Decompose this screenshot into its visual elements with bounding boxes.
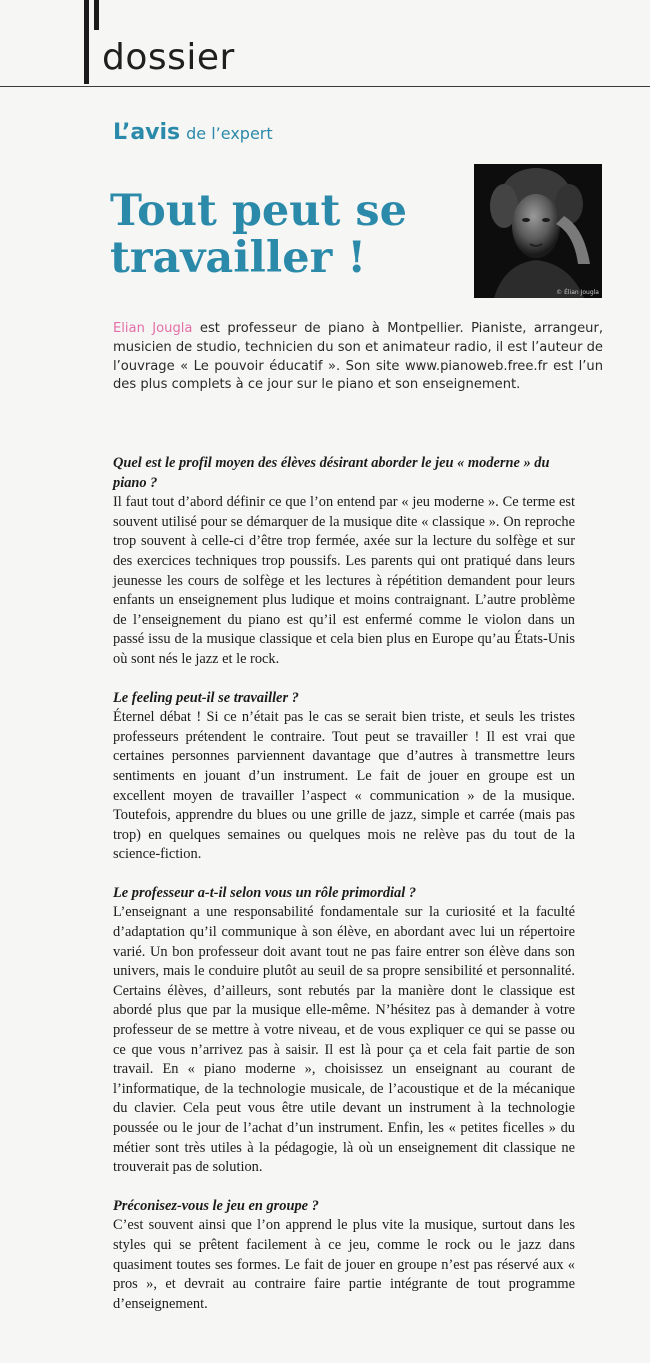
intro-paragraph [113, 320, 603, 395]
expert-photo [474, 164, 602, 298]
intro-text: est professeur de piano à Montpellier. Pianiste, arrangeur, musicien de studio, technicien du son et animateur radio, il est l’auteur de l’ouvrage « Le pouvoir éducatif ». Son site www.pianoweb.free.fr est l’un des plus complets à ce jour sur le piano et son enseignement. [113, 321, 603, 393]
article-body [113, 454, 575, 1314]
photo-credit: © Élian Jougla [556, 289, 599, 296]
article-title: Tout peut se travailler ! [110, 186, 407, 283]
answer: Il faut tout d’abord définir ce que l’on entend par « jeu moderne ». Ce terme est souvent utilisé pour se démarquer de la musique dite « classique ». On reproche trop souvent à celle-ci d’être trop fermée, axée sur la lecture du solfège et sur des exercices techniques trop poussifs. Les parents qui ont pratiqué dans leurs jeunesse les cours de solfège et les lectures à répétition demandent pour leurs enfants un enseignement plus ludique et moins contraignant. L’autre problème de l’enseignement du piano est qu’il est enfermé comme le violon dans un passé issu de la musique classique et cela bien plus en Europe qu’au États-Unis où sont nés le jazz et le rock. [113, 494, 575, 667]
header-rule [0, 86, 650, 87]
answer: L’enseignant a une responsabilité fondamentale sur la curiosité et la faculté d’adaptation qu’il communique à son élève, en abordant avec lui un répertoire varié. Un bon professeur doit avant tout ne pas faire entrer son élève dans son univers, mais le conduire plutôt au seuil de sa propre sensibilité et personnalité. Certains élèves, d’ailleurs, sont rebutés par la manière dont le classique est abordé plus que par la musique elle-même. N’hésitez pas à demander à votre professeur de se mettre à votre niveau, et de vous expliquer ce qui se passe ou ce que vous n’arrivez pas à saisir. Il est là pour ça et cela fait partie de son travail. En « piano moderne », choisissez un enseignant au courant de l’informatique, de la technologie musicale, de l’acoustique et de la mécanique du clavier. Cela peut vous être utile devant un instrument à la technologie poussée ou le jour de l’achat d’un instrument. Enfin, les « petites ficelles » du métier sont très utiles à la pédagogie, là où un enseignement dit classique ne trouverait pas de solution. [113, 904, 575, 1176]
qa-section [113, 689, 575, 865]
question: Le feeling peut-il se travailler ? [113, 689, 299, 706]
question: Le professeur a-t-il selon vous un rôle primordial ? [113, 884, 417, 901]
qa-section [113, 454, 575, 670]
expert-label-rest: de l’expert [186, 124, 273, 143]
answer: Éternel débat ! Si ce n’était pas le cas se serait bien triste, et seuls les tristes professeurs prétendent le contraire. Tout peut se travailler ! Il est vrai que certaines personnes parviennent davantage que d’autres à transmettre leurs sentiments en jouant d’un instrument. Le fait de jouer en groupe est un excellent moyen de travailler l’aspect « communication » de la musique. Toutefois, apprendre du blues ou une grille de jazz, simple et carrée (mais pas trop) en quelques semaines ou quelques mois ne relève pas du tout de la science-fiction. [113, 709, 575, 863]
question: Préconisez-vous le jeu en groupe ? [113, 1197, 319, 1214]
expert-label-main: L’avis [113, 120, 181, 145]
header-bar-thick [84, 0, 89, 84]
qa-section [113, 1197, 575, 1315]
question: Quel est le profil moyen des élèves désirant aborder le jeu « moderne » du piano ? [113, 455, 550, 491]
answer: C’est souvent ainsi que l’on apprend le plus vite la musique, surtout dans les styles qui se prêtent facilement à ce jeu, comme le rock ou le jazz dans quasiment toutes ses formes. Le fait de jouer en groupe n’est pas réservé aux « pros », et devrait au contraire faire partie intégrante de tout programme d’enseignement. [113, 1217, 575, 1312]
qa-section [113, 884, 575, 1178]
expert-name: Elian Jougla [113, 321, 193, 336]
expert-label [113, 120, 273, 145]
section-title: dossier [102, 37, 235, 78]
header-bar-short [94, 0, 99, 30]
portrait-image [474, 164, 602, 298]
